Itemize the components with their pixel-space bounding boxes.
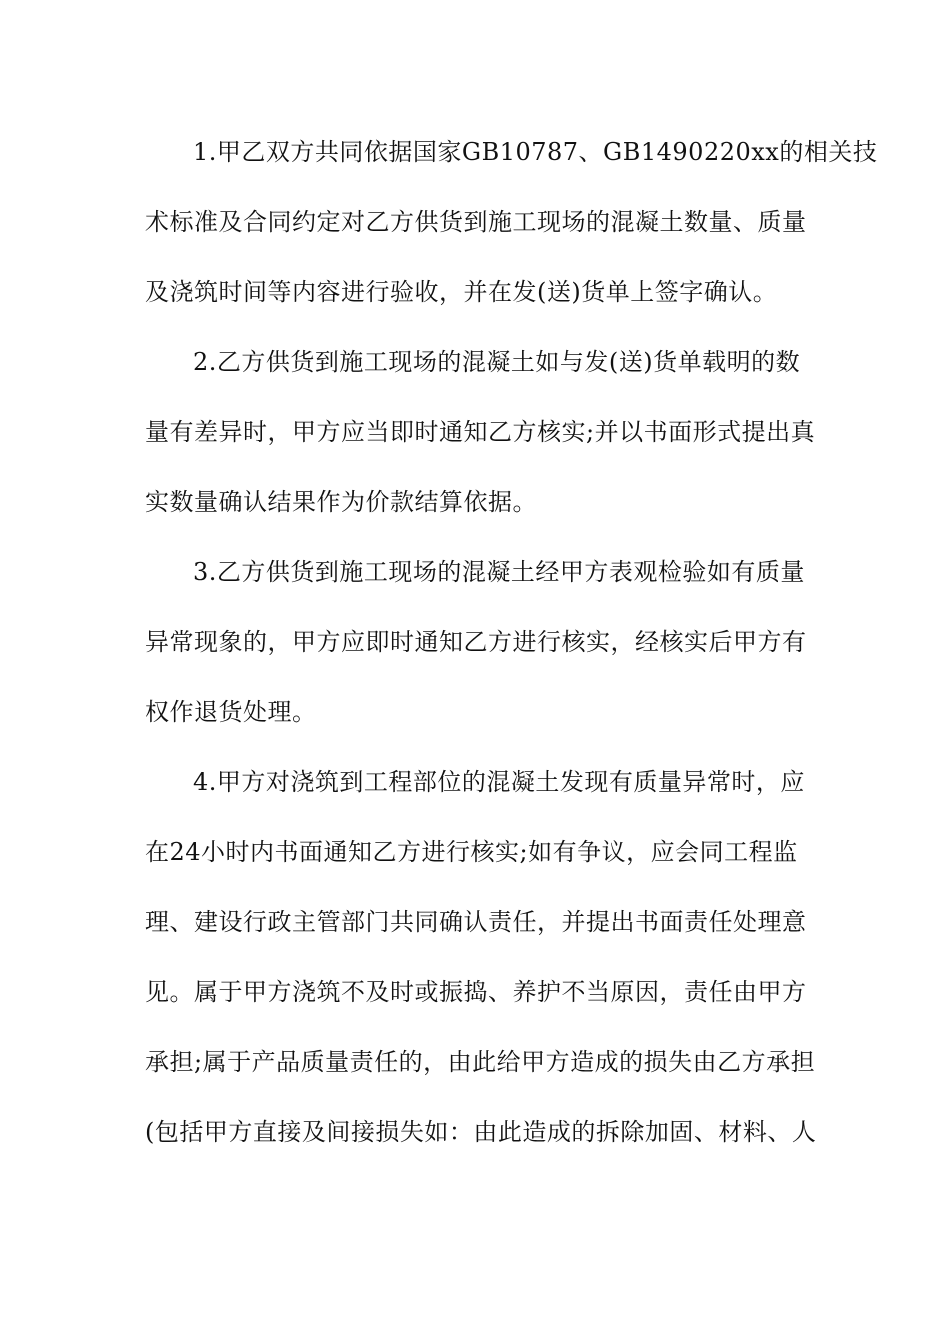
paragraph-line: 及浇筑时间等内容进行验收，并在发(送)货单上签字确认。 xyxy=(145,278,778,306)
paragraph-line: 实数量确认结果作为价款结算依据。 xyxy=(145,488,537,516)
paragraph-line: 见。属于甲方浇筑不及时或振捣、养护不当原因，责任由甲方 xyxy=(145,978,807,1006)
paragraph-line: 术标准及合同约定对乙方供货到施工现场的混凝土数量、质量 xyxy=(145,208,807,236)
paragraph-4 xyxy=(145,756,817,1176)
paragraph-line: 异常现象的，甲方应即时通知乙方进行核实，经核实后甲方有 xyxy=(145,628,807,656)
paragraph-1 xyxy=(145,126,878,336)
paragraph-line: 4.甲方对浇筑到工程部位的混凝土发现有质量异常时，应 xyxy=(193,768,805,796)
paragraph-line: 在24小时内书面通知乙方进行核实;如有争议，应会同工程监 xyxy=(145,838,798,866)
paragraph-line: 权作退货处理。 xyxy=(145,698,317,726)
paragraph-line: (包括甲方直接及间接损失如：由此造成的拆除加固、材料、人 xyxy=(145,1118,817,1146)
paragraph-line: 理、建设行政主管部门共同确认责任，并提出书面责任处理意 xyxy=(145,908,807,936)
paragraph-line: 承担;属于产品质量责任的，由此给甲方造成的损失由乙方承担 xyxy=(145,1048,816,1076)
document-body xyxy=(145,126,878,1176)
paragraph-line: 量有差异时，甲方应当即时通知乙方核实;并以书面形式提出真 xyxy=(145,418,816,446)
paragraph-3 xyxy=(145,546,805,756)
paragraph-line: 3.乙方供货到施工现场的混凝土经甲方表观检验如有质量 xyxy=(193,558,805,586)
paragraph-2 xyxy=(145,336,816,546)
paragraph-line: 2.乙方供货到施工现场的混凝土如与发(送)货单载明的数 xyxy=(193,348,801,376)
paragraph-line: 1.甲乙双方共同依据国家GB10787、GB1490220xx的相关技 xyxy=(193,138,878,166)
